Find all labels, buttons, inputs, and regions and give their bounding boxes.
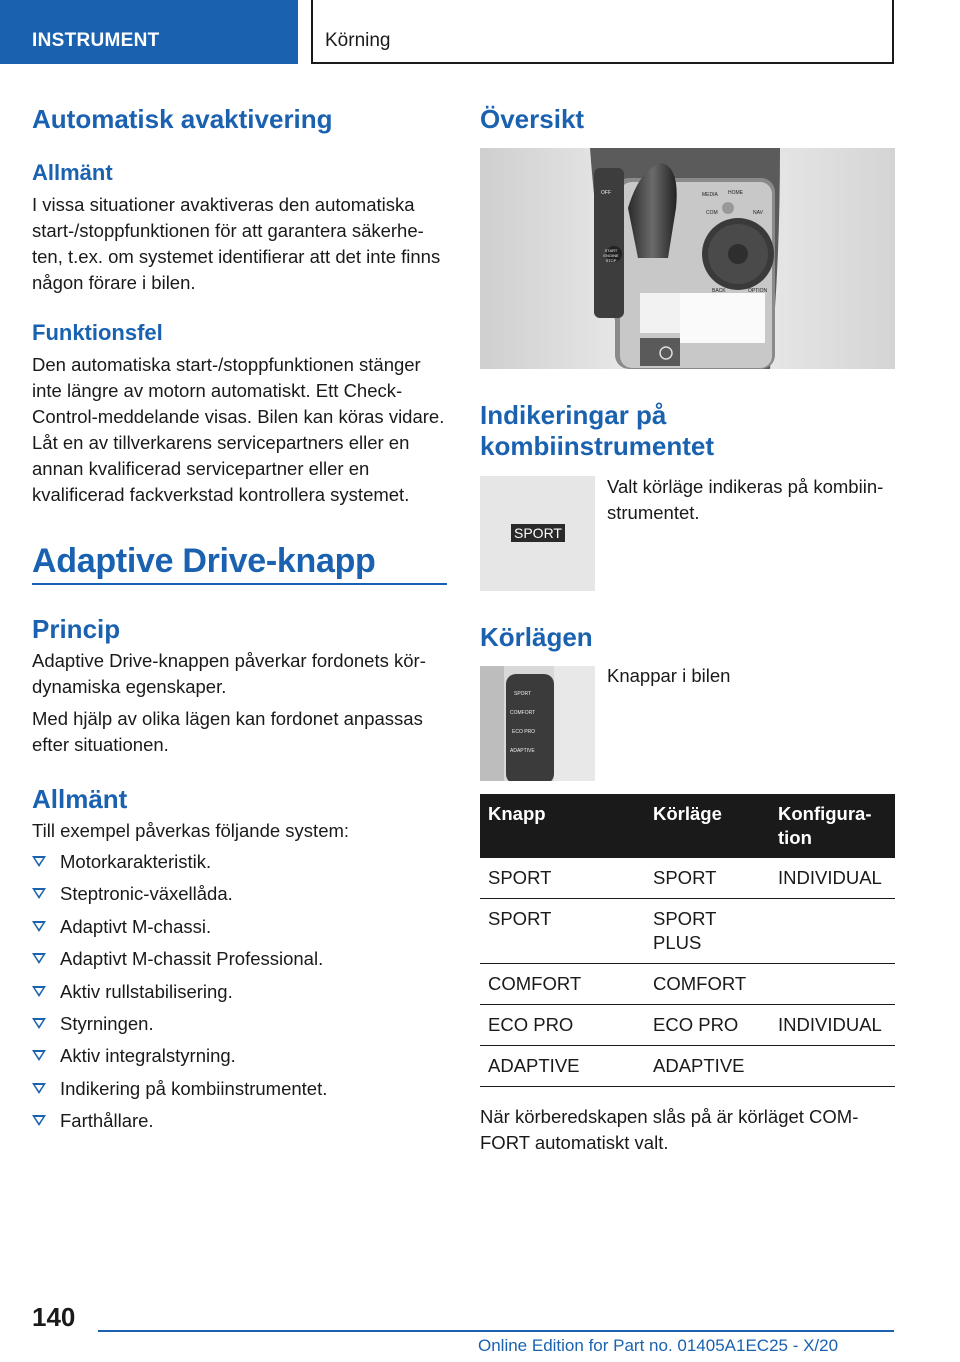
- mode-button-sport: SPORT: [514, 691, 532, 697]
- table-cell: ADAPTIVE: [645, 1046, 770, 1087]
- list-item: Steptronic-växellåda.: [32, 881, 447, 913]
- subheading-principle: Princip: [32, 614, 121, 644]
- table-row: [480, 1005, 895, 1046]
- table-header-button: Knapp: [480, 794, 645, 858]
- mode-button-eco-pro: ECO PRO: [512, 729, 536, 735]
- triangle-bullet-icon: [32, 1018, 46, 1029]
- triangle-bullet-icon: [32, 1050, 46, 1061]
- triangle-bullet-icon: [32, 856, 46, 867]
- table-cell: INDIVIDUAL: [770, 858, 895, 899]
- heading-underline: [32, 583, 447, 585]
- driving-modes-table: [480, 794, 895, 1087]
- table-header-mode: Körläge: [645, 794, 770, 858]
- triangle-bullet-icon: [32, 953, 46, 964]
- list-item: Adaptivt M-chassit Professional.: [32, 946, 447, 978]
- list-item: Indikering på kombiinstrumentet.: [32, 1076, 447, 1108]
- table-row: [480, 1046, 895, 1087]
- table-cell: [770, 899, 895, 964]
- triangle-bullet-icon: [32, 888, 46, 899]
- table-cell: SPORT: [480, 858, 645, 899]
- table-cell: [770, 1046, 895, 1087]
- paragraph-principle-2: Med hjälp av olika lägen kan fordonet anpassas efter situationen.: [32, 708, 423, 755]
- mode-button-comfort: COMFORT: [510, 710, 536, 716]
- console-button-media: MEDIA: [702, 192, 718, 198]
- list-item: Adaptivt M-chassi.: [32, 914, 447, 946]
- triangle-bullet-icon: [32, 986, 46, 997]
- header-section-label: INSTRUMENT: [32, 30, 160, 51]
- console-button-back: BACK: [712, 288, 726, 294]
- table-cell: ECO PRO: [645, 1005, 770, 1046]
- paragraph-principle-1: Adaptive Drive-knappen påverkar fordonets kördynamiska egenskaper.: [32, 650, 426, 697]
- paragraph-buttons-in-car: Knappar i bilen: [607, 665, 731, 686]
- page-number: 140: [32, 1302, 76, 1332]
- header-chapter-label: Körning: [325, 30, 391, 51]
- table-row: [480, 964, 895, 1005]
- table-cell: COMFORT: [645, 964, 770, 1005]
- list-item: Farthållare.: [32, 1108, 447, 1140]
- triangle-bullet-icon: [32, 1115, 46, 1126]
- console-button-home: HOME: [728, 190, 743, 196]
- affected-systems-list: [32, 849, 447, 1141]
- paragraph-default-mode: När körberedskapen slås på är körläget COMFORT automatiskt valt.: [480, 1106, 859, 1153]
- console-button-option: OPTION: [748, 288, 768, 294]
- table-cell: COMFORT: [480, 964, 645, 1005]
- paragraph-malfunction: Den automatiska start-/stoppfunktionen stänger inte längre av motorn automatiskt. Ett Check-Control-meddelande visas. Bilen kan köras vidare. Låt en av tillverkarens servicepartners eller en annan kvalificerad servicepartner eller en kvalificerad fackverkstad kontrollera systemet.: [32, 354, 445, 505]
- subheading-general: Allmänt: [32, 160, 113, 185]
- paragraph-general-2: Till exempel påverkas följande system:: [32, 820, 350, 841]
- list-item: Motorkarakteristik.: [32, 849, 447, 881]
- paragraph-indications: Valt körläge indikeras på kombiinstrumentet.: [607, 476, 884, 523]
- heading-driving-modes: Körlägen: [480, 622, 593, 652]
- table-cell: SPORT: [645, 858, 770, 899]
- header-chapter-tab: [311, 0, 894, 64]
- center-console-image: [480, 148, 895, 369]
- triangle-bullet-icon: [32, 921, 46, 932]
- header-section-tab: [0, 0, 298, 64]
- list-item: Aktiv rullstabilisering.: [32, 979, 447, 1011]
- sport-indicator-image: [480, 476, 595, 591]
- triangle-bullet-icon: [32, 1083, 46, 1094]
- table-header-row: [480, 794, 895, 858]
- table-cell: [770, 964, 895, 1005]
- console-button-off: OFF: [601, 190, 611, 196]
- console-button-start-stop: START ENGINE STOP: [603, 248, 619, 263]
- mode-button-adaptive: ADAPTIVE: [510, 748, 535, 754]
- list-item: Aktiv integralstyrning.: [32, 1043, 447, 1075]
- subheading-general-2: Allmänt: [32, 784, 128, 814]
- table-cell: SPORT PLUS: [645, 899, 770, 964]
- table-cell: ADAPTIVE: [480, 1046, 645, 1087]
- footer-rule: [98, 1330, 894, 1332]
- list-item: Styrningen.: [32, 1011, 447, 1043]
- heading-automatic-deactivation: Automatisk avaktivering: [32, 104, 333, 134]
- table-row: [480, 899, 895, 964]
- sport-indicator-label: SPORT: [511, 524, 565, 542]
- console-button-com: COM: [706, 210, 718, 216]
- console-button-nav: NAV: [753, 210, 763, 216]
- paragraph-general: I vissa situationer avaktiveras den automatiska start-/stoppfunktionen för att garantera säkerheten, t.ex. om systemet identifierar att det inte finns någon förare i bilen.: [32, 194, 441, 293]
- table-cell: ECO PRO: [480, 1005, 645, 1046]
- heading-adaptive-drive: Adaptive Drive-knapp: [32, 542, 376, 580]
- table-row: [480, 858, 895, 899]
- footer-edition: Online Edition for Part no. 01405A1EC25 - X/20: [478, 1336, 839, 1355]
- subheading-malfunction: Funktionsfel: [32, 320, 163, 345]
- table-cell: SPORT: [480, 899, 645, 964]
- table-cell: INDIVIDUAL: [770, 1005, 895, 1046]
- mode-buttons-image: [480, 666, 595, 781]
- heading-indications: Indikeringar på kombiinstrumentet: [480, 400, 715, 461]
- heading-overview: Översikt: [480, 104, 585, 134]
- table-header-configuration: Konfiguration: [770, 794, 895, 858]
